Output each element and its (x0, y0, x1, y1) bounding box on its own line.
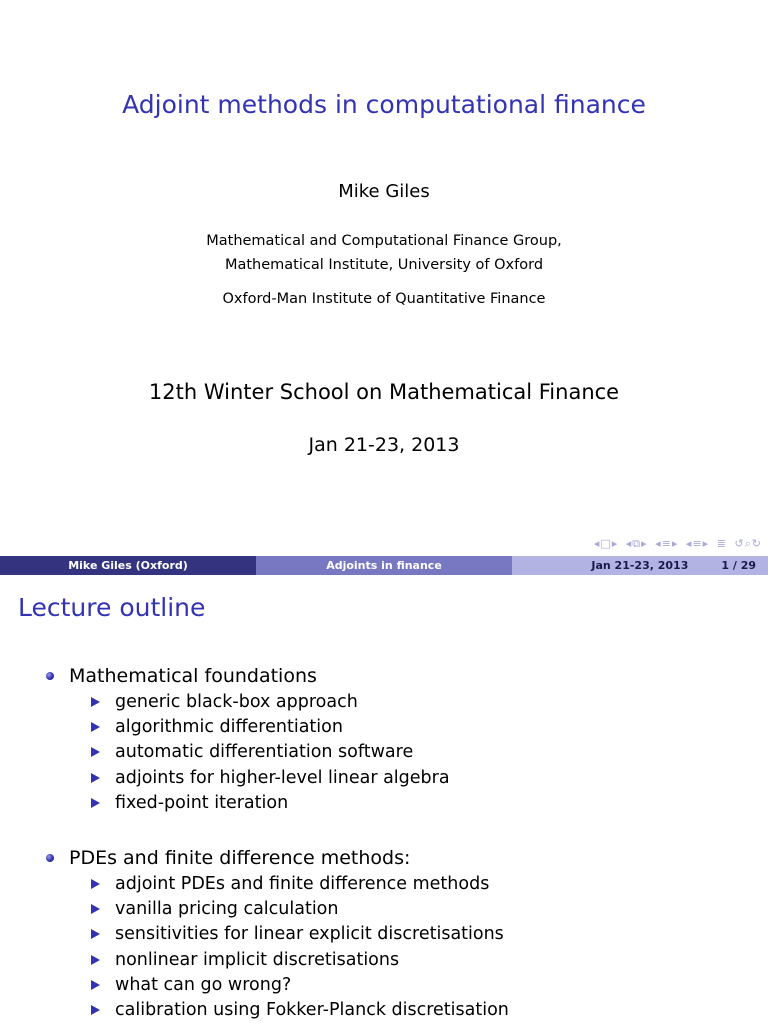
triangle-bullet-icon (91, 747, 100, 757)
list-item (91, 714, 450, 739)
list-item-text: adjoints for higher-level linear algebra (115, 767, 450, 788)
section-heading-text: PDEs and finite difference methods: (69, 847, 411, 869)
outline-slide (0, 575, 768, 1024)
presentation-title: Adjoint methods in computational finance (122, 90, 646, 119)
triangle-bullet-icon (91, 980, 100, 990)
author-name: Mike Giles (338, 181, 430, 202)
footer-author: Mike Giles (Oxford) (0, 556, 256, 575)
ball-bullet-icon (46, 672, 54, 680)
list-item (91, 790, 450, 815)
list-item-text: fixed-point iteration (115, 792, 289, 813)
list-item-text: algorithmic differentiation (115, 716, 343, 737)
section-nav-icon[interactable]: ◂≡▸ (685, 537, 710, 550)
list-item-text: sensitivities for linear explicit discretisations (115, 924, 504, 945)
sub-item-list (46, 689, 450, 815)
toc-icon[interactable]: ≣ (716, 537, 727, 550)
footer-page-number: 1 / 29 (721, 559, 756, 572)
footer-date-page (512, 556, 768, 575)
list-item (91, 922, 509, 947)
list-item (91, 896, 509, 921)
list-item-text: generic black-box approach (115, 691, 358, 712)
triangle-bullet-icon (91, 773, 100, 783)
frame-nav-icon[interactable]: ◂⧉▸ (625, 537, 648, 550)
affiliation-line-2: Mathematical Institute, University of Oxford (224, 257, 544, 273)
list-item-text: nonlinear implicit discretisations (115, 949, 400, 970)
footer-bar (0, 556, 768, 575)
search-icon[interactable]: ↺⌕↻ (734, 537, 762, 550)
event-name: 12th Winter School on Mathematical Finance (148, 380, 620, 404)
frame-title: Lecture outline (18, 593, 206, 622)
list-item (91, 997, 509, 1022)
triangle-bullet-icon (91, 955, 100, 965)
outline-section-1 (46, 663, 450, 815)
footer-short-title: Adjoints in finance (256, 556, 512, 575)
triangle-bullet-icon (91, 929, 100, 939)
first-frame-icon[interactable]: ◂□▸ (593, 537, 619, 550)
subsection-nav-icon[interactable]: ◂≡▸ (655, 537, 679, 550)
list-item (91, 740, 450, 765)
triangle-bullet-icon (91, 798, 100, 808)
list-item (91, 765, 450, 790)
list-item (91, 947, 509, 972)
ball-bullet-icon (46, 854, 54, 862)
list-item-text: automatic differentiation software (115, 742, 414, 763)
affiliation-line-3: Oxford-Man Institute of Quantitative Finance (222, 291, 546, 307)
event-date: Jan 21-23, 2013 (308, 434, 460, 456)
section-heading (46, 845, 509, 871)
triangle-bullet-icon (91, 879, 100, 889)
list-item (91, 972, 509, 997)
list-item (91, 689, 450, 714)
beamer-navigation (591, 537, 762, 551)
list-item (91, 871, 509, 896)
list-item-text: adjoint PDEs and finite difference methods (115, 873, 490, 894)
footer-date: Jan 21-23, 2013 (591, 559, 689, 572)
triangle-bullet-icon (91, 904, 100, 914)
triangle-bullet-icon (91, 697, 100, 707)
triangle-bullet-icon (91, 1005, 100, 1015)
sub-item-list (46, 871, 509, 1023)
list-item-text: what can go wrong? (115, 974, 292, 995)
section-heading-text: Mathematical foundations (69, 665, 317, 687)
list-item-text: vanilla pricing calculation (115, 898, 339, 919)
triangle-bullet-icon (91, 722, 100, 732)
outline-section-2 (46, 845, 509, 1023)
section-heading (46, 663, 450, 689)
list-item-text: calibration using Fokker-Planck discretisation (115, 1000, 509, 1021)
affiliation-line-1: Mathematical and Computational Finance Group, (206, 233, 562, 249)
